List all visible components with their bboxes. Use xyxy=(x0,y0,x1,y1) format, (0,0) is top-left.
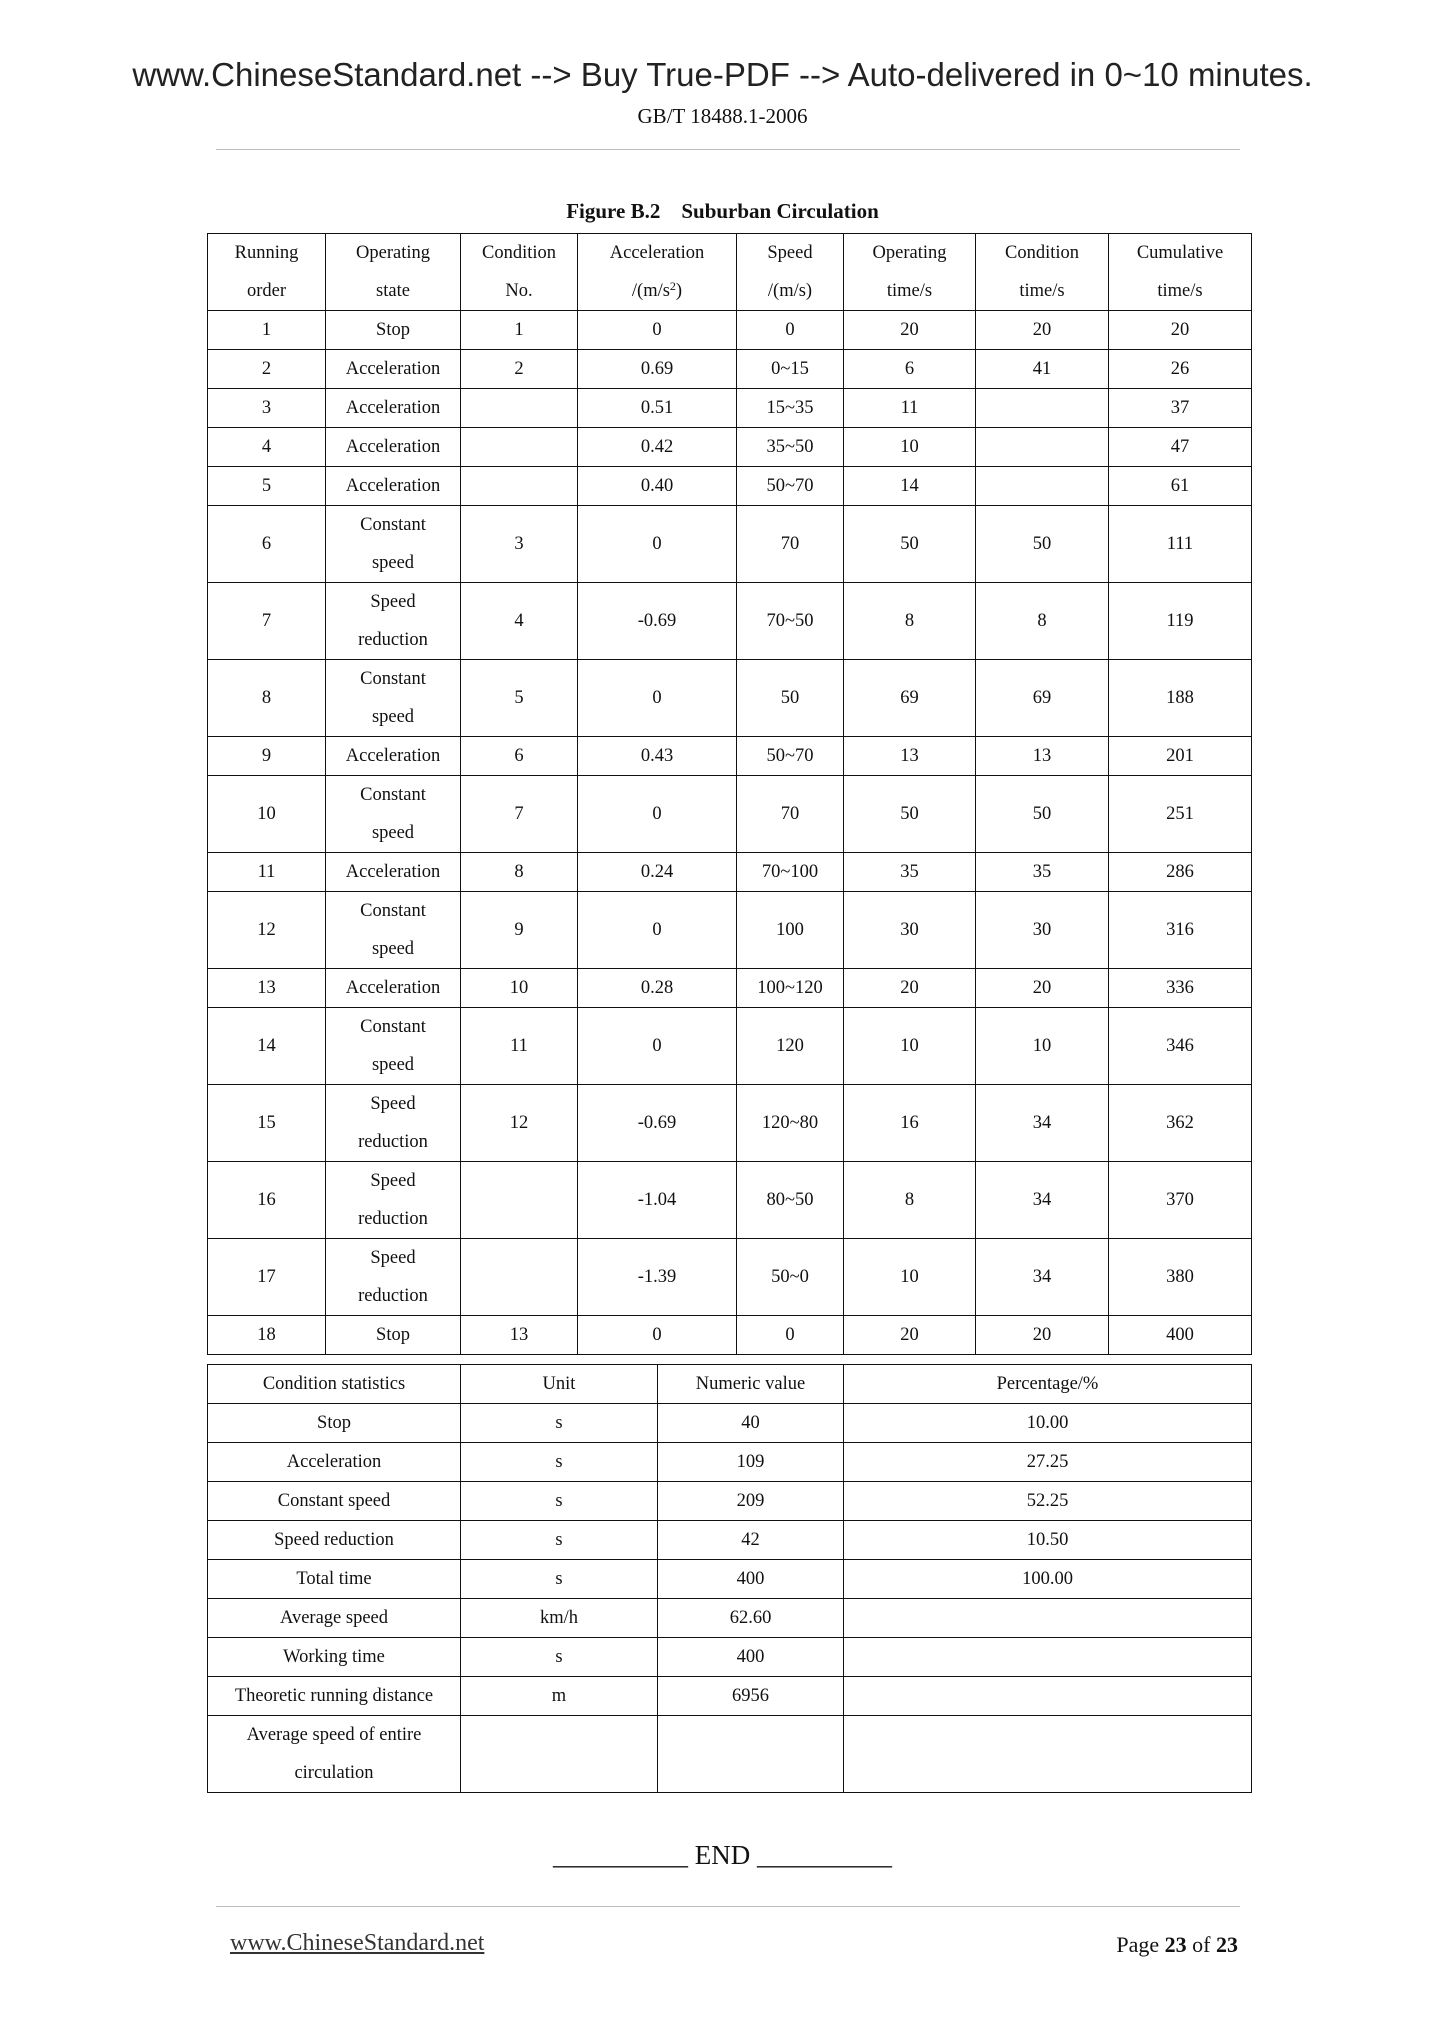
table-row xyxy=(208,467,1252,506)
cell-condition-no xyxy=(461,1239,578,1316)
stats-cell-name: Constant speed xyxy=(208,1482,461,1521)
cell-condition-no xyxy=(461,428,578,467)
cell-running-order: 12 xyxy=(208,892,326,969)
cell-operating-time: 10 xyxy=(844,1008,976,1085)
cell-condition-time: 69 xyxy=(976,660,1109,737)
stats-row xyxy=(208,1404,1252,1443)
cell-condition-time: 35 xyxy=(976,853,1109,892)
cell-operating-time: 69 xyxy=(844,660,976,737)
cell-cumulative-time: 201 xyxy=(1109,737,1252,776)
condition-statistics-table xyxy=(207,1364,1252,1793)
stats-cell-percent: 10.00 xyxy=(844,1404,1252,1443)
stats-cell-unit: s xyxy=(461,1560,658,1599)
cell-speed: 0 xyxy=(737,1316,844,1355)
stats-cell-percent xyxy=(844,1599,1252,1638)
circulation-table xyxy=(207,233,1252,1355)
cell-speed: 50~0 xyxy=(737,1239,844,1316)
stats-header-value: Numeric value xyxy=(658,1365,844,1404)
cell-operating-time: 20 xyxy=(844,311,976,350)
cell-cumulative-time: 37 xyxy=(1109,389,1252,428)
table-row xyxy=(208,853,1252,892)
stats-header-percent: Percentage/% xyxy=(844,1365,1252,1404)
table-row xyxy=(208,1008,1252,1085)
cell-running-order: 14 xyxy=(208,1008,326,1085)
cell-acceleration: -1.39 xyxy=(578,1239,737,1316)
cell-condition-no: 13 xyxy=(461,1316,578,1355)
cell-running-order: 6 xyxy=(208,506,326,583)
cell-condition-time: 30 xyxy=(976,892,1109,969)
table-row xyxy=(208,1239,1252,1316)
cell-condition-no: 4 xyxy=(461,583,578,660)
header-condition-time: Condition time/s xyxy=(976,234,1109,311)
cell-operating-time: 13 xyxy=(844,737,976,776)
cell-operating-state: Acceleration xyxy=(326,350,461,389)
cell-operating-time: 10 xyxy=(844,428,976,467)
stats-header-unit: Unit xyxy=(461,1365,658,1404)
cell-condition-time: 20 xyxy=(976,1316,1109,1355)
cell-operating-time: 6 xyxy=(844,350,976,389)
cell-operating-state: Constant speed xyxy=(326,892,461,969)
cell-condition-time xyxy=(976,428,1109,467)
cell-cumulative-time: 61 xyxy=(1109,467,1252,506)
stats-cell-value: 400 xyxy=(658,1638,844,1677)
table-row xyxy=(208,737,1252,776)
cell-speed: 70 xyxy=(737,506,844,583)
cell-operating-state: Constant speed xyxy=(326,506,461,583)
cell-operating-time: 10 xyxy=(844,1239,976,1316)
cell-condition-no: 1 xyxy=(461,311,578,350)
cell-speed: 35~50 xyxy=(737,428,844,467)
table-row xyxy=(208,506,1252,583)
stats-cell-name: Total time xyxy=(208,1560,461,1599)
stats-cell-unit: s xyxy=(461,1482,658,1521)
cell-operating-state: Acceleration xyxy=(326,969,461,1008)
cell-cumulative-time: 362 xyxy=(1109,1085,1252,1162)
stats-cell-name: Theoretic running distance xyxy=(208,1677,461,1716)
cell-operating-time: 8 xyxy=(844,583,976,660)
cell-operating-state: Acceleration xyxy=(326,467,461,506)
stats-cell-percent xyxy=(844,1716,1252,1793)
stats-cell-value: 40 xyxy=(658,1404,844,1443)
cell-cumulative-time: 26 xyxy=(1109,350,1252,389)
cell-speed: 70 xyxy=(737,776,844,853)
cell-operating-time: 50 xyxy=(844,776,976,853)
cell-condition-no: 7 xyxy=(461,776,578,853)
stats-row xyxy=(208,1677,1252,1716)
cell-condition-time: 13 xyxy=(976,737,1109,776)
cell-operating-state: Speed reduction xyxy=(326,1239,461,1316)
end-marker: __________ END __________ xyxy=(553,1840,892,1870)
stats-row xyxy=(208,1482,1252,1521)
stats-row xyxy=(208,1443,1252,1482)
stats-row xyxy=(208,1560,1252,1599)
table-row xyxy=(208,892,1252,969)
cell-speed: 50 xyxy=(737,660,844,737)
stats-cell-unit: s xyxy=(461,1638,658,1677)
cell-acceleration: 0 xyxy=(578,1316,737,1355)
cell-speed: 120 xyxy=(737,1008,844,1085)
cell-acceleration: 0 xyxy=(578,660,737,737)
cell-speed: 0 xyxy=(737,311,844,350)
cell-running-order: 3 xyxy=(208,389,326,428)
cell-running-order: 1 xyxy=(208,311,326,350)
header-operating-time: Operating time/s xyxy=(844,234,976,311)
cell-cumulative-time: 111 xyxy=(1109,506,1252,583)
stats-row xyxy=(208,1521,1252,1560)
cell-cumulative-time: 370 xyxy=(1109,1162,1252,1239)
cell-acceleration: 0 xyxy=(578,892,737,969)
cell-operating-time: 16 xyxy=(844,1085,976,1162)
cell-acceleration: 0.40 xyxy=(578,467,737,506)
cell-condition-time: 41 xyxy=(976,350,1109,389)
cell-speed: 80~50 xyxy=(737,1162,844,1239)
cell-operating-state: Acceleration xyxy=(326,737,461,776)
cell-running-order: 17 xyxy=(208,1239,326,1316)
cell-cumulative-time: 188 xyxy=(1109,660,1252,737)
header-acceleration: Acceleration $/(m/s^2)$ xyxy=(578,234,737,311)
cell-running-order: 16 xyxy=(208,1162,326,1239)
cell-speed: 50~70 xyxy=(737,737,844,776)
cell-condition-no xyxy=(461,389,578,428)
cell-operating-state: Stop xyxy=(326,311,461,350)
header-cumulative-time: Cumulative time/s xyxy=(1109,234,1252,311)
cell-speed: 15~35 xyxy=(737,389,844,428)
figure-number: Figure B.2 xyxy=(566,199,661,223)
cell-condition-no: 3 xyxy=(461,506,578,583)
header-divider xyxy=(216,149,1240,150)
table-row xyxy=(208,350,1252,389)
table-row xyxy=(208,1085,1252,1162)
cell-condition-no: 2 xyxy=(461,350,578,389)
cell-speed: 100~120 xyxy=(737,969,844,1008)
table-row xyxy=(208,389,1252,428)
cell-condition-no: 11 xyxy=(461,1008,578,1085)
table-row xyxy=(208,311,1252,350)
cell-running-order: 11 xyxy=(208,853,326,892)
standard-number: GB/T 18488.1-2006 xyxy=(637,104,808,128)
cell-condition-no xyxy=(461,1162,578,1239)
cell-cumulative-time: 316 xyxy=(1109,892,1252,969)
stats-cell-unit: s xyxy=(461,1521,658,1560)
cell-condition-time: 50 xyxy=(976,506,1109,583)
cell-cumulative-time: 286 xyxy=(1109,853,1252,892)
cell-acceleration: 0.42 xyxy=(578,428,737,467)
header-speed: Speed /(m/s) xyxy=(737,234,844,311)
cell-running-order: 13 xyxy=(208,969,326,1008)
cell-operating-state: Acceleration xyxy=(326,428,461,467)
cell-condition-time: 34 xyxy=(976,1239,1109,1316)
cell-acceleration: -1.04 xyxy=(578,1162,737,1239)
cell-condition-no xyxy=(461,467,578,506)
cell-speed: 70~100 xyxy=(737,853,844,892)
stats-cell-percent: 10.50 xyxy=(844,1521,1252,1560)
cell-speed: 120~80 xyxy=(737,1085,844,1162)
figure-title xyxy=(0,199,1445,224)
cell-acceleration: 0.51 xyxy=(578,389,737,428)
cell-acceleration: 0.43 xyxy=(578,737,737,776)
table-row xyxy=(208,660,1252,737)
table-row xyxy=(208,1316,1252,1355)
table-row xyxy=(208,776,1252,853)
cell-acceleration: 0.24 xyxy=(578,853,737,892)
cell-running-order: 7 xyxy=(208,583,326,660)
stats-cell-name: Working time xyxy=(208,1638,461,1677)
cell-acceleration: 0 xyxy=(578,506,737,583)
cell-running-order: 8 xyxy=(208,660,326,737)
cell-condition-no: 12 xyxy=(461,1085,578,1162)
stats-row xyxy=(208,1716,1252,1793)
cell-acceleration: 0 xyxy=(578,1008,737,1085)
cell-operating-time: 8 xyxy=(844,1162,976,1239)
stats-header-name: Condition statistics xyxy=(208,1365,461,1404)
stats-cell-percent: 52.25 xyxy=(844,1482,1252,1521)
stats-cell-percent: 27.25 xyxy=(844,1443,1252,1482)
cell-operating-state: Acceleration xyxy=(326,853,461,892)
cell-cumulative-time: 251 xyxy=(1109,776,1252,853)
stats-cell-value: 109 xyxy=(658,1443,844,1482)
cell-acceleration: 0.28 xyxy=(578,969,737,1008)
cell-operating-time: 11 xyxy=(844,389,976,428)
table-row xyxy=(208,583,1252,660)
cell-speed: 50~70 xyxy=(737,467,844,506)
cell-operating-state: Speed reduction xyxy=(326,583,461,660)
cell-operating-state: Constant speed xyxy=(326,776,461,853)
cell-acceleration: 0 xyxy=(578,311,737,350)
stats-cell-name: Acceleration xyxy=(208,1443,461,1482)
stats-cell-unit: s xyxy=(461,1443,658,1482)
page-indicator: Page 23 of 23 xyxy=(1116,1932,1238,1957)
table-row xyxy=(208,969,1252,1008)
cell-condition-no: 10 xyxy=(461,969,578,1008)
cell-condition-time xyxy=(976,389,1109,428)
stats-cell-value: 42 xyxy=(658,1521,844,1560)
footer-site-link[interactable]: www.ChineseStandard.net xyxy=(230,1930,485,1956)
stats-cell-value: 62.60 xyxy=(658,1599,844,1638)
cell-operating-state: Acceleration xyxy=(326,389,461,428)
header-condition-no: Condition No. xyxy=(461,234,578,311)
cell-acceleration: 0.69 xyxy=(578,350,737,389)
stats-cell-percent: 100.00 xyxy=(844,1560,1252,1599)
cell-cumulative-time: 336 xyxy=(1109,969,1252,1008)
cell-condition-time: 34 xyxy=(976,1085,1109,1162)
table-row xyxy=(208,428,1252,467)
cell-running-order: 5 xyxy=(208,467,326,506)
cell-operating-time: 20 xyxy=(844,969,976,1008)
stats-cell-unit xyxy=(461,1716,658,1793)
cell-condition-time: 10 xyxy=(976,1008,1109,1085)
cell-condition-no: 5 xyxy=(461,660,578,737)
stats-cell-value: 6956 xyxy=(658,1677,844,1716)
stats-cell-unit: s xyxy=(461,1404,658,1443)
stats-cell-name: Average speed xyxy=(208,1599,461,1638)
footer-divider xyxy=(216,1906,1240,1907)
cell-acceleration: -0.69 xyxy=(578,583,737,660)
stats-cell-unit: m xyxy=(461,1677,658,1716)
cell-operating-state: Constant speed xyxy=(326,660,461,737)
header-operating-state: Operating state xyxy=(326,234,461,311)
cell-operating-time: 35 xyxy=(844,853,976,892)
stats-cell-value: 400 xyxy=(658,1560,844,1599)
table-header-row xyxy=(208,234,1252,311)
cell-cumulative-time: 346 xyxy=(1109,1008,1252,1085)
stats-header-row xyxy=(208,1365,1252,1404)
header-running-order: Running order xyxy=(208,234,326,311)
cell-condition-no: 6 xyxy=(461,737,578,776)
cell-cumulative-time: 119 xyxy=(1109,583,1252,660)
cell-operating-time: 20 xyxy=(844,1316,976,1355)
cell-condition-no: 8 xyxy=(461,853,578,892)
cell-cumulative-time: 20 xyxy=(1109,311,1252,350)
cell-running-order: 2 xyxy=(208,350,326,389)
stats-cell-name: Average speed of entire circulation xyxy=(208,1716,461,1793)
stats-cell-percent xyxy=(844,1638,1252,1677)
cell-acceleration: 0 xyxy=(578,776,737,853)
cell-cumulative-time: 380 xyxy=(1109,1239,1252,1316)
cell-condition-no: 9 xyxy=(461,892,578,969)
stats-row xyxy=(208,1599,1252,1638)
cell-operating-time: 30 xyxy=(844,892,976,969)
cell-condition-time: 20 xyxy=(976,969,1109,1008)
stats-cell-percent xyxy=(844,1677,1252,1716)
stats-row xyxy=(208,1638,1252,1677)
cell-condition-time: 20 xyxy=(976,311,1109,350)
cell-condition-time: 50 xyxy=(976,776,1109,853)
table-row xyxy=(208,1162,1252,1239)
cell-running-order: 18 xyxy=(208,1316,326,1355)
cell-running-order: 15 xyxy=(208,1085,326,1162)
cell-operating-state: Speed reduction xyxy=(326,1162,461,1239)
cell-running-order: 9 xyxy=(208,737,326,776)
cell-speed: 100 xyxy=(737,892,844,969)
cell-operating-state: Speed reduction xyxy=(326,1085,461,1162)
stats-cell-name: Speed reduction xyxy=(208,1521,461,1560)
stats-cell-value: 209 xyxy=(658,1482,844,1521)
cell-speed: 0~15 xyxy=(737,350,844,389)
cell-running-order: 4 xyxy=(208,428,326,467)
figure-caption: Suburban Circulation xyxy=(681,199,879,223)
stats-cell-value xyxy=(658,1716,844,1793)
cell-cumulative-time: 47 xyxy=(1109,428,1252,467)
top-banner[interactable]: www.ChineseStandard.net --> Buy True-PDF --> Auto-delivered in 0~10 minutes. xyxy=(132,56,1313,93)
cell-operating-state: Constant speed xyxy=(326,1008,461,1085)
cell-condition-time: 34 xyxy=(976,1162,1109,1239)
cell-running-order: 10 xyxy=(208,776,326,853)
cell-cumulative-time: 400 xyxy=(1109,1316,1252,1355)
cell-condition-time xyxy=(976,467,1109,506)
cell-condition-time: 8 xyxy=(976,583,1109,660)
stats-cell-unit: km/h xyxy=(461,1599,658,1638)
cell-operating-time: 14 xyxy=(844,467,976,506)
stats-cell-name: Stop xyxy=(208,1404,461,1443)
cell-acceleration: -0.69 xyxy=(578,1085,737,1162)
cell-speed: 70~50 xyxy=(737,583,844,660)
cell-operating-state: Stop xyxy=(326,1316,461,1355)
cell-operating-time: 50 xyxy=(844,506,976,583)
